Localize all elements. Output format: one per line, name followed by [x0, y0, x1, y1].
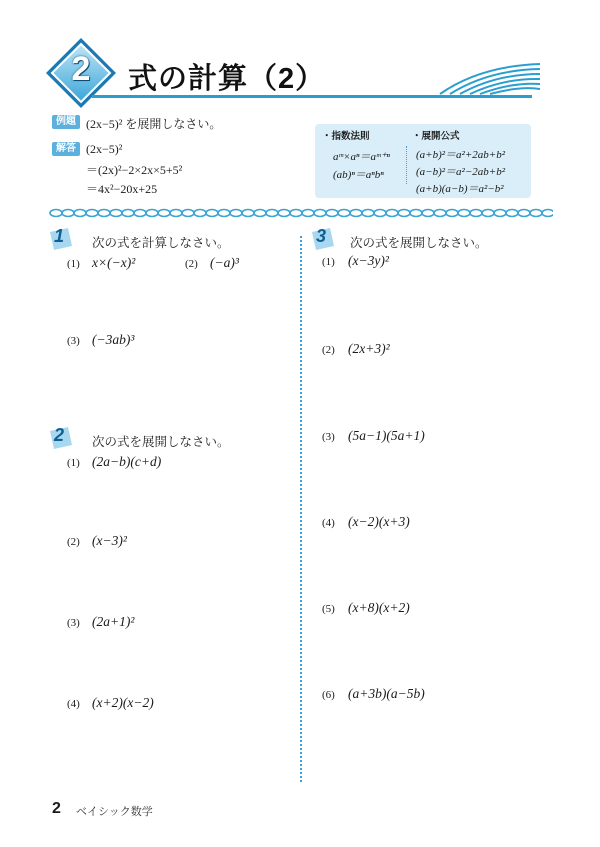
problem-expression: (x−3)²	[92, 533, 127, 548]
problem-expression: (2a+1)²	[92, 614, 135, 629]
chain-link	[254, 210, 266, 217]
chain-link	[182, 210, 194, 217]
chain-link	[314, 210, 326, 217]
chain-link	[230, 210, 242, 217]
problem-number: (1)	[67, 457, 80, 469]
question-instruction: 次の式を展開しなさい。	[350, 236, 488, 250]
decorative-stripes	[420, 60, 540, 96]
problem-expression: (2a−b)(c+d)	[92, 454, 162, 469]
question-instruction: 次の式を計算しなさい。	[92, 236, 230, 250]
formula-line: (ab)ⁿ＝aⁿbⁿ	[333, 169, 384, 181]
chain-link	[410, 210, 422, 217]
chain-link	[206, 210, 218, 217]
formula-heading-exponent: ・指数法則	[322, 131, 370, 142]
problem-expression: (2x+3)²	[348, 341, 390, 356]
problem-expression: (x−2)(x+3)	[348, 514, 410, 529]
answer-line: ＝(2x)²−2×2x×5+5²	[86, 163, 183, 177]
section-number: 2	[71, 50, 91, 88]
problem-number: (5)	[322, 603, 335, 615]
book-title: ベイシック数学	[76, 806, 153, 818]
formula-divider	[406, 146, 407, 184]
problem-expression: (a+3b)(a−5b)	[348, 686, 425, 701]
problem-expression: (5a−1)(5a+1)	[348, 428, 425, 443]
problem-number: (1)	[322, 256, 335, 268]
chain-link	[194, 210, 206, 217]
answer-label: 解答	[52, 142, 80, 156]
column-divider	[300, 236, 302, 782]
problem-number: (3)	[67, 617, 80, 629]
chain-link	[350, 210, 362, 217]
chain-link	[122, 210, 134, 217]
chain-link	[266, 210, 278, 217]
chain-link	[50, 210, 62, 217]
problem-number: (4)	[322, 517, 335, 529]
example-label: 例題	[52, 115, 80, 129]
chain-link	[74, 210, 86, 217]
chain-link	[86, 210, 98, 217]
chain-link	[338, 210, 350, 217]
problem-expression: (−3ab)³	[92, 332, 135, 347]
chain-link	[422, 210, 434, 217]
chain-link	[62, 210, 74, 217]
chain-link	[290, 210, 302, 217]
formula-line: (a−b)²＝a²−2ab+b²	[416, 166, 505, 178]
problem-expression: (x−3y)²	[348, 253, 389, 268]
chain-link	[518, 210, 530, 217]
formula-heading-expansion: ・展開公式	[412, 131, 460, 142]
chain-link	[434, 210, 446, 217]
problem-expression: (−a)³	[210, 255, 239, 270]
chain-link	[170, 210, 182, 217]
chain-link	[494, 210, 506, 217]
chain-link	[302, 210, 314, 217]
problem-number: (3)	[322, 431, 335, 443]
chain-link	[146, 210, 158, 217]
problem-number: (2)	[185, 258, 198, 270]
question-number: 3	[316, 226, 327, 246]
chain-link	[374, 210, 386, 217]
chain-link	[134, 210, 146, 217]
question-instruction: 次の式を展開しなさい。	[92, 435, 230, 449]
chain-link	[458, 210, 470, 217]
chain-link	[278, 210, 290, 217]
formula-line: aᵐ×aⁿ＝aᵐ⁺ⁿ	[333, 151, 390, 163]
page-title: 式の計算（2）	[128, 63, 326, 95]
chain-link	[542, 210, 553, 217]
chain-link	[362, 210, 374, 217]
problem-expression: (x+2)(x−2)	[92, 695, 154, 710]
chain-link	[470, 210, 482, 217]
chain-link	[98, 210, 110, 217]
question-number: 2	[54, 425, 65, 445]
chain-link	[242, 210, 254, 217]
chain-link	[386, 210, 398, 217]
formula-line: (a+b)²＝a²+2ab+b²	[416, 149, 505, 161]
problem-number: (6)	[322, 689, 335, 701]
problem-number: (2)	[322, 344, 335, 356]
answer-line: (2x−5)²	[86, 142, 123, 156]
chain-link	[446, 210, 458, 217]
problem-expression: (x+8)(x+2)	[348, 600, 410, 615]
question-number: 1	[54, 226, 65, 246]
example-problem: (2x−5)² を展開しなさい。	[86, 117, 222, 131]
chain-link	[482, 210, 494, 217]
chain-link	[506, 210, 518, 217]
problem-number: (3)	[67, 335, 80, 347]
problem-number: (4)	[67, 698, 80, 710]
chain-link	[398, 210, 410, 217]
chain-link	[218, 210, 230, 217]
chain-link	[158, 210, 170, 217]
chain-divider	[48, 206, 553, 220]
formula-line: (a+b)(a−b)＝a²−b²	[416, 183, 504, 195]
problem-expression: x×(−x)²	[92, 255, 136, 270]
chain-link	[530, 210, 542, 217]
problem-number: (1)	[67, 258, 80, 270]
chain-link	[326, 210, 338, 217]
answer-line: ＝4x²−20x+25	[86, 182, 158, 196]
page-number: 2	[52, 800, 61, 817]
chain-link	[110, 210, 122, 217]
problem-number: (2)	[67, 536, 80, 548]
